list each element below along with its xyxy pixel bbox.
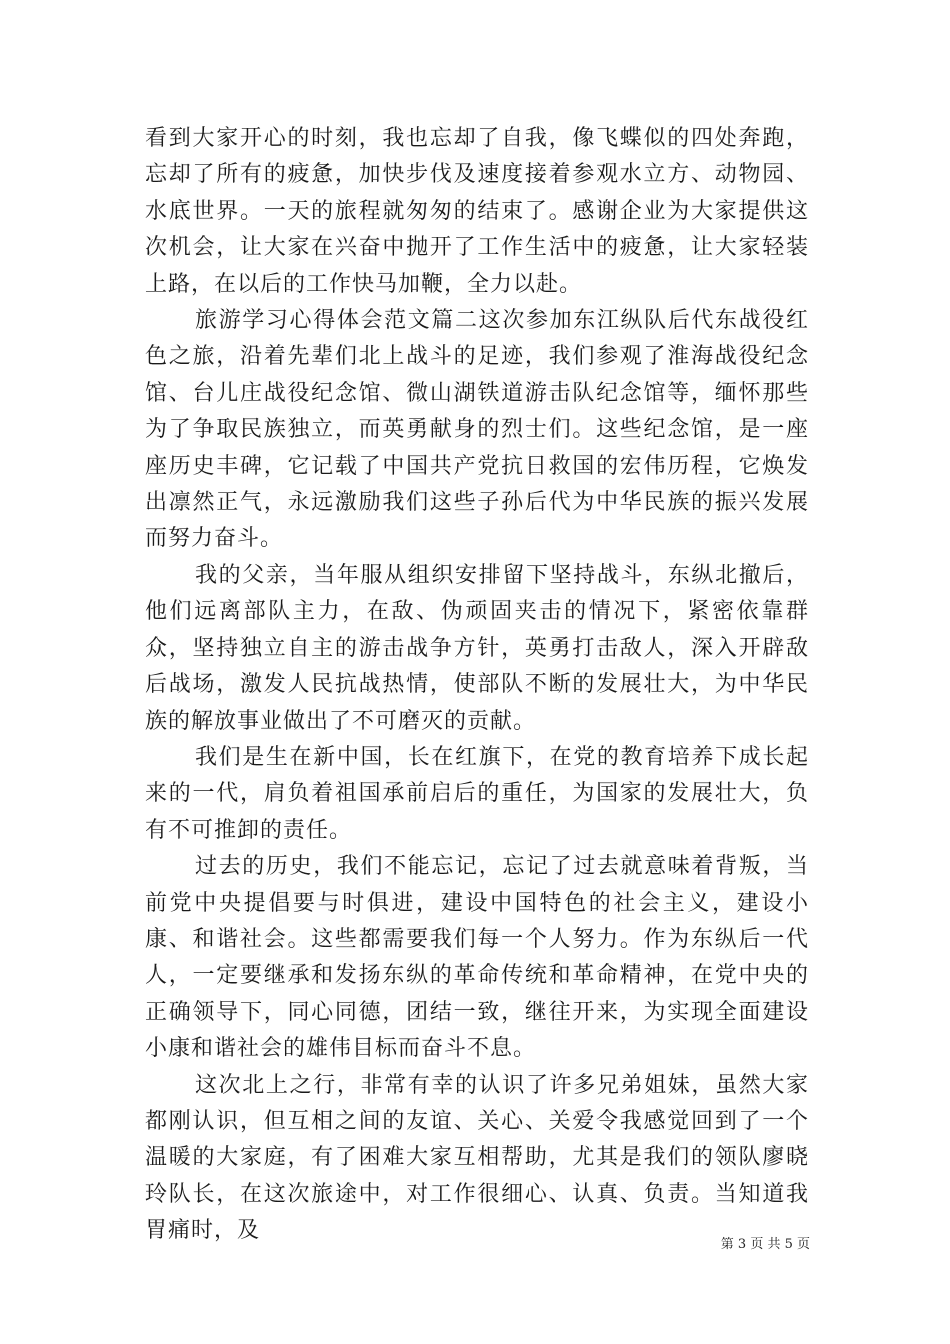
- paragraph-5: 过去的历史，我们不能忘记，忘记了过去就意味着背叛，当前党中央提倡要与时俱进，建设中国特色的社会主义，建设小康、和谐社会。这些都需要我们每一个人努力。作为东纵后一代人，一定要继承和发扬东纵的革命传统和革命精神，在党中央的正确领导下，同心同德，团结一致，继往开来，为实现全面建设小康和谐社会的雄伟目标而奋斗不息。: [145, 854, 809, 1062]
- paragraph-4: 我们是生在新中国，长在红旗下，在党的教育培养下成长起来的一代，肩负着祖国承前启后的重任，为国家的发展壮大，负有不可推卸的责任。: [145, 744, 809, 843]
- document-body: [145, 121, 809, 1250]
- page-number-footer: 第 3 页 共 5 页: [720, 1237, 810, 1252]
- paragraph-6: 这次北上之行，非常有幸的认识了许多兄弟姐妹，虽然大家都刚认识，但互相之间的友谊、关心、关爱令我感觉回到了一个温暖的大家庭，有了困难大家互相帮助，尤其是我们的领队廖晓玲队长，在这次旅途中，对工作很细心、认真、负责。当知道我胃痛时，及: [145, 1072, 809, 1244]
- paragraph-2: 旅游学习心得体会范文篇二这次参加东江纵队后代东战役红色之旅，沿着先辈们北上战斗的足迹，我们参观了淮海战役纪念馆、台儿庄战役纪念馆、微山湖铁道游击队纪念馆等，缅怀那些为了争取民族独立，而英勇献身的烈士们。这些纪念馆，是一座座历史丰碑，它记载了中国共产党抗日救国的宏伟历程，它焕发出凛然正气，永远激励我们这些子孙后代为中华民族的振兴发展而努力奋斗。: [145, 308, 809, 552]
- paragraph-3: 我的父亲，当年服从组织安排留下坚持战斗，东纵北撤后，他们远离部队主力，在敌、伪顽固夹击的情况下，紧密依靠群众，坚持独立自主的游击战争方针，英勇打击敌人，深入开辟敌后战场，激发人民抗战热情，使部队不断的发展壮大，为中华民族的解放事业做出了不可磨灭的贡献。: [145, 562, 809, 734]
- paragraph-1: 看到大家开心的时刻，我也忘却了自我，像飞蝶似的四处奔跑，忘却了所有的疲惫，加快步伐及速度接着参观水立方、动物园、水底世界。一天的旅程就匆匆的结束了。感谢企业为大家提供这次机会，让大家在兴奋中抛开了工作生活中的疲惫，让大家轻装上路，在以后的工作快马加鞭，全力以赴。: [145, 126, 809, 297]
